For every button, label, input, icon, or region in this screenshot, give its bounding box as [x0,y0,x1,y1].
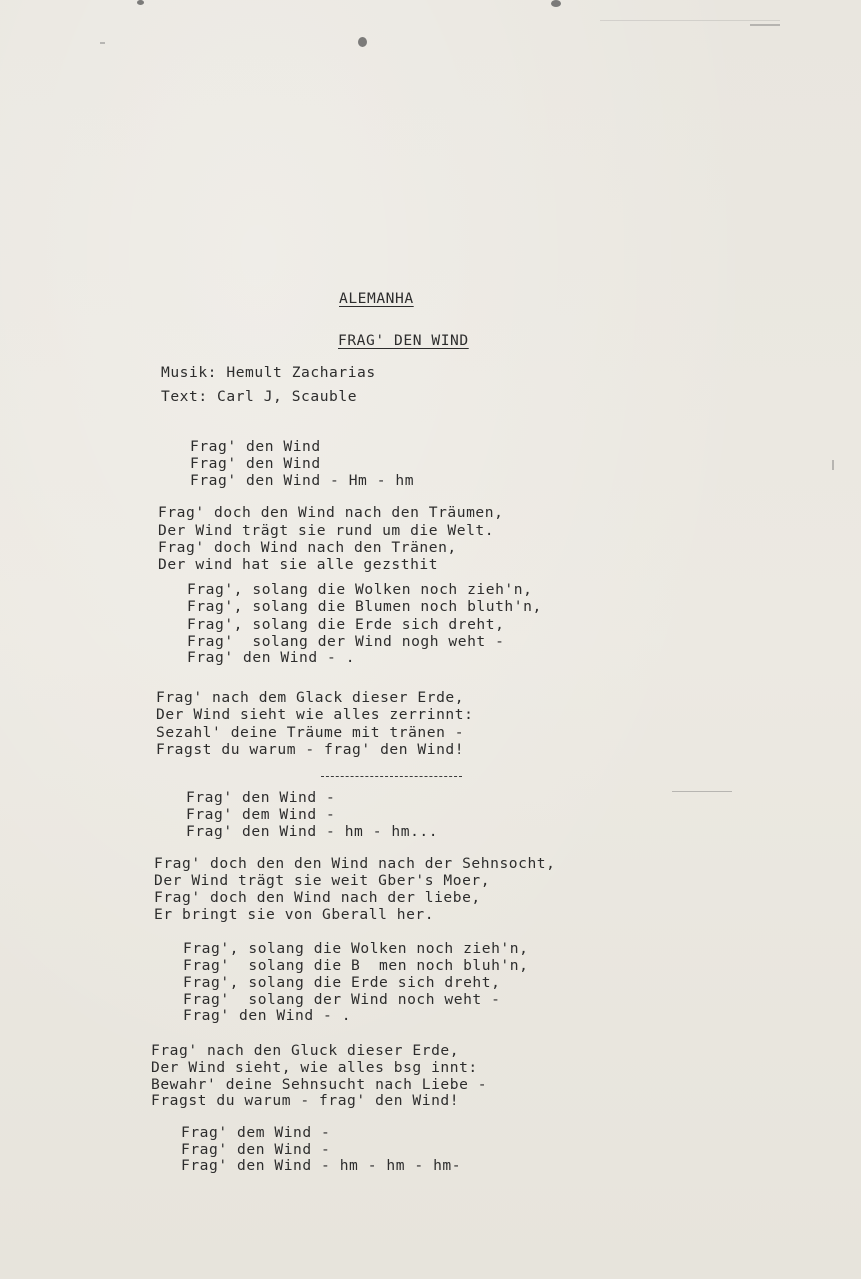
lyric-line: Der Wind sieht wie alles zerrinnt: [156,706,474,723]
music-credit: Musik: Hemult Zacharias [161,364,376,381]
lyric-line: Fragst du warum - frag' den Wind! [156,741,465,758]
lyric-line: Frag' doch den Wind nach den Träumen, [158,504,504,521]
lyric-line: Der Wind sieht, wie alles bsg innt: [151,1059,478,1076]
lyric-line: Bewahr' deine Sehnsucht nach Liebe - [151,1076,488,1093]
lyric-line: Frag' solang der Wind noch weht - [183,991,501,1008]
lyric-line: Frag' solang der Wind nogh weht - [187,633,505,650]
lyric-line: Frag' den Wind - . [187,649,356,666]
lyric-line: Frag' den Wind - Hm - hm [190,472,415,489]
lyric-line: Frag' doch Wind nach den Tränen, [158,539,457,556]
paper-speck [832,460,834,470]
lyric-line: Der Wind trägt sie weit Gber's Moer, [154,872,491,889]
ink-spot [137,0,144,5]
lyric-line: Frag', solang die Wolken noch zieh'n, [183,940,529,957]
lyric-line: Frag', solang die Erde sich dreht, [183,974,501,991]
lyric-line: Frag' doch den den Wind nach der Sehnsocht, [154,855,556,872]
lyric-line: Der wind hat sie alle gezsthit [158,556,439,573]
lyric-line: Frag' den Wind - [181,1141,331,1158]
lyric-line: Frag' den Wind - hm - hm - hm- [181,1157,462,1174]
lyric-line: Der Wind trägt sie rund um die Welt. [158,522,495,539]
lyric-line: Frag' den Wind - hm - hm... [186,823,439,840]
paper-speck [750,24,780,26]
lyric-line: Frag' den Wind [190,438,321,455]
lyric-line: Frag', solang die Erde sich dreht, [187,616,505,633]
section-divider [321,776,462,777]
lyric-line: Frag' nach dem Glack dieser Erde, [156,689,465,706]
lyric-line: Frag' nach den Gluck dieser Erde, [151,1042,460,1059]
lyric-line: Frag' den Wind - . [183,1007,352,1024]
lyric-line: Frag' den Wind [190,455,321,472]
lyric-line: Frag' solang die B men noch bluh'n, [183,957,529,974]
lyric-line: Frag', solang die Wolken noch zieh'n, [187,581,533,598]
song-title: FRAG' DEN WIND [338,332,469,349]
lyric-line: Er bringt sie von Gberall her. [154,906,435,923]
paper-speck [100,42,105,44]
lyric-line: Frag' den Wind - [186,789,336,806]
country-heading: ALEMANHA [339,290,414,307]
paper-speck [600,20,780,21]
lyric-line: Frag' doch den Wind nach der liebe, [154,889,481,906]
ink-spot [358,37,367,47]
ink-spot [551,0,561,7]
lyric-line: Sezahl' deine Träume mit tränen - [156,724,465,741]
lyric-line: Fragst du warum - frag' den Wind! [151,1092,460,1109]
lyric-line: Frag' dem Wind - [181,1124,331,1141]
paper-speck [672,791,732,792]
lyrics-credit: Text: Carl J, Scauble [161,388,358,405]
lyric-line: Frag', solang die Blumen noch bluth'n, [187,598,542,615]
lyric-line: Frag' dem Wind - [186,806,336,823]
